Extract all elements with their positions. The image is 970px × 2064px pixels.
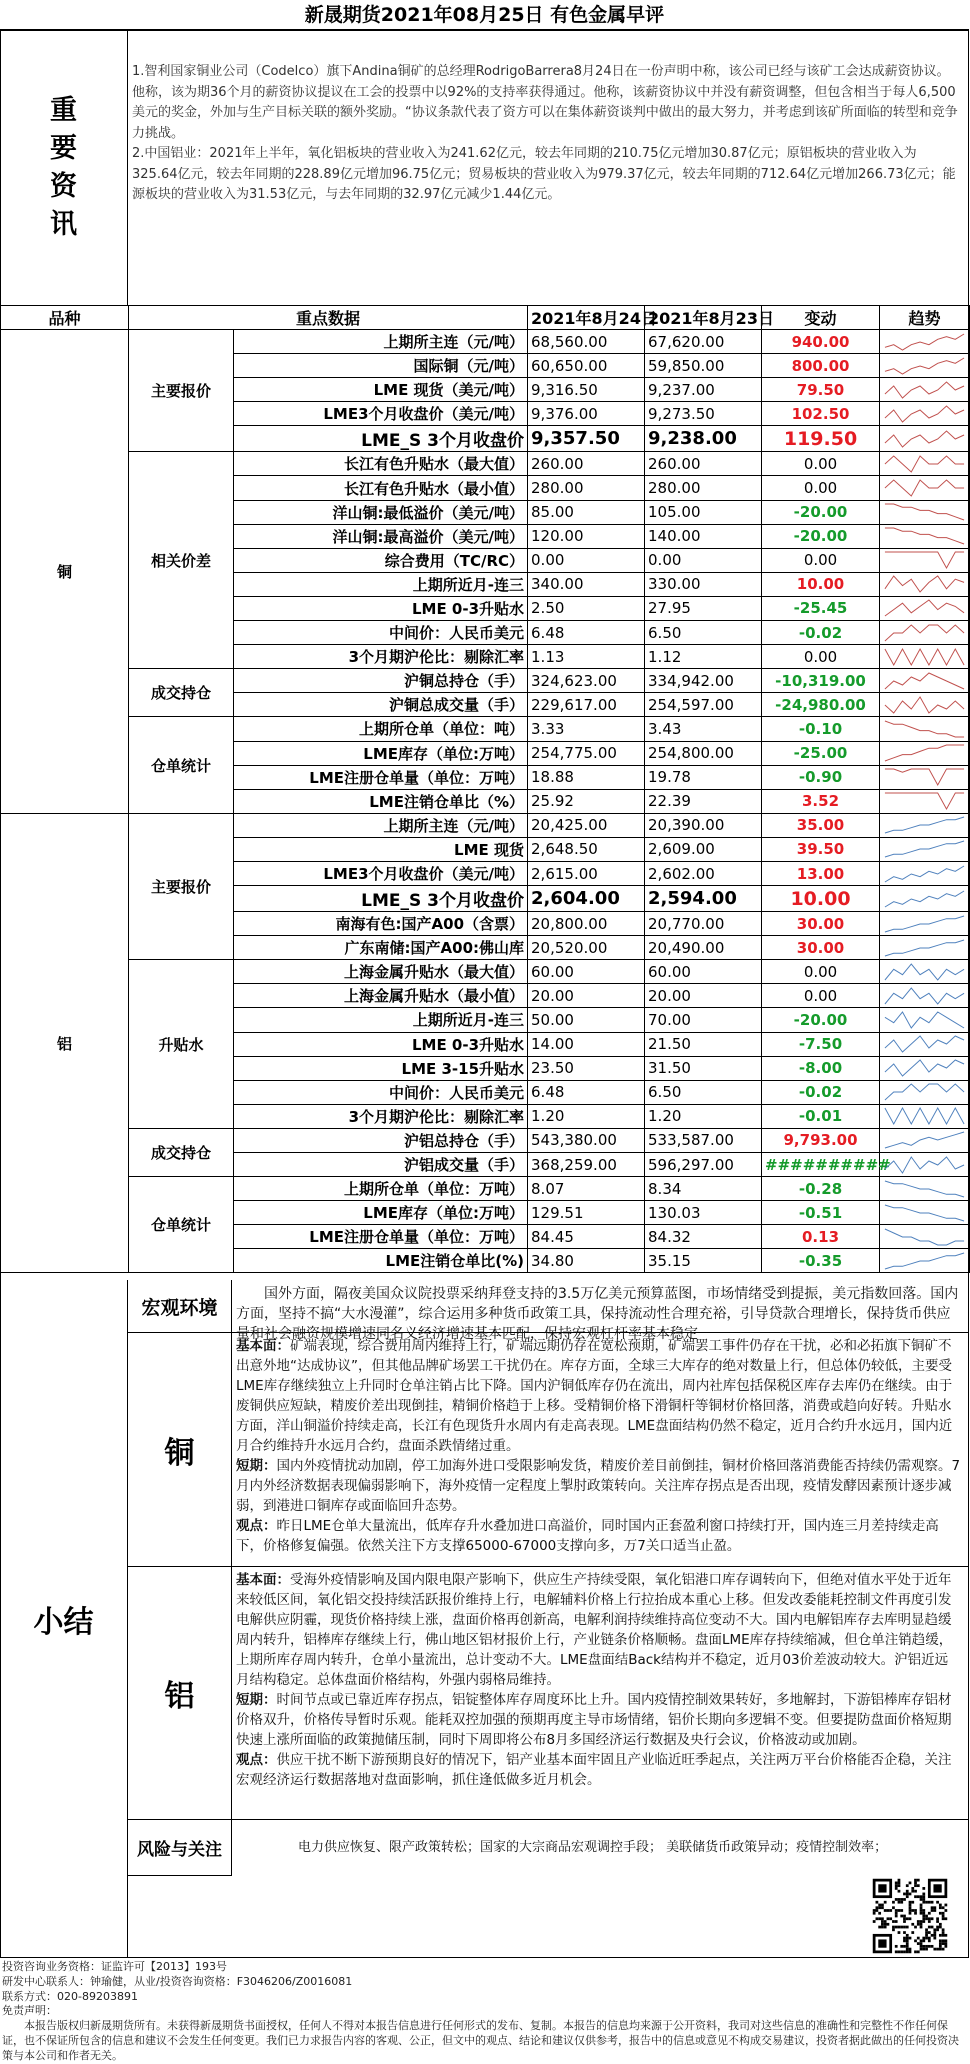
trend-cell xyxy=(880,402,970,426)
trend-cell xyxy=(880,548,970,572)
item-label: LME 0-3升贴水 xyxy=(234,596,528,620)
item-label: LME库存（单位:万吨） xyxy=(234,1201,528,1225)
value-current: 25.92 xyxy=(528,789,645,813)
trend-cell xyxy=(880,1008,970,1032)
value-previous: 19.78 xyxy=(645,765,762,789)
value-current: 60,650.00 xyxy=(528,354,645,378)
trend-cell xyxy=(880,426,970,452)
value-change: 10.00 xyxy=(762,572,880,596)
macro-section xyxy=(128,1280,969,1342)
value-change: -20.00 xyxy=(762,500,880,524)
value-change: 102.50 xyxy=(762,402,880,426)
item-label: 国际铜（元/吨） xyxy=(234,354,528,378)
value-current: 129.51 xyxy=(528,1201,645,1225)
group-label: 仓单统计 xyxy=(129,717,234,813)
value-previous: 27.95 xyxy=(645,596,762,620)
alu-view-heading: 观点： xyxy=(236,1752,277,1768)
summary-label: 小结 xyxy=(0,1280,128,1958)
aluminum-summary-section xyxy=(128,1567,969,1820)
value-change: 0.00 xyxy=(762,548,880,572)
value-previous: 2,594.00 xyxy=(645,886,762,912)
copper-view-text: 昨日LME仓单大量流出，低库存升水叠加进口高溢价，同时国内正套盈利窗口持续打开，国内连三月差持续走高下，价格修复偏强。依然关注下方支撑65000-67000支撑向多，万7关口适当止盈。 xyxy=(236,1518,939,1554)
value-current: 9,376.00 xyxy=(528,402,645,426)
news-item-2: 2.中国铝业：2021年上半年，氧化铝板块的营业收入为241.62亿元，较去年同期的210.75亿元增加30.87亿元；原铝板块的营业收入为325.64亿元，较去年同期的228.89亿元增加96.75亿元；贸易板块的营业收入为979.37亿元，较去年同期的712.64亿元增加266.73亿元；能源板块的营业收入为31.53亿元，与去年同期的32.97亿元减少1.44亿元。 xyxy=(132,146,956,202)
risk-label: 风险与关注 xyxy=(128,1820,232,1876)
footer-contact-person: 研发中心联系人：钟瑜健，从业/投资咨询资格：F3046206/Z0016081 xyxy=(2,1974,353,1988)
sparkline xyxy=(883,742,966,764)
copper-summary-section xyxy=(128,1333,969,1567)
value-previous: 6.50 xyxy=(645,1080,762,1104)
table-row xyxy=(1,1128,970,1152)
group-label: 成交持仓 xyxy=(129,1128,234,1176)
value-previous: 9,273.50 xyxy=(645,402,762,426)
value-change: -0.28 xyxy=(762,1177,880,1201)
value-previous: 3.43 xyxy=(645,717,762,741)
value-change: 10.00 xyxy=(762,886,880,912)
sparkline xyxy=(883,838,966,860)
value-previous: 130.03 xyxy=(645,1201,762,1225)
sparkline xyxy=(883,1129,966,1151)
value-previous: 596,297.00 xyxy=(645,1153,762,1177)
group-label: 仓单统计 xyxy=(129,1177,234,1273)
trend-cell xyxy=(880,524,970,548)
trend-cell xyxy=(880,572,970,596)
value-change: -25.45 xyxy=(762,596,880,620)
copper-basic-text: 矿端表现，综合费用周内维持上行，矿端远期仍存在宽松预期，矿端罢工事件仍存在干扰，必和必拓旗下铜矿不出意外地“达成协议”，但其他品牌矿场罢工干扰仍在。库存方面，全球三大库存的绝对数量上行，但总体仍较低，主要受LME库存继续独立上升同时仓单注销占比下降。国内沪铜低库存仍在流出，周内社库包括保税区库存去库仍在继续。由于废铜供应短缺，精废价差出现倒挂，精铜价格趋于上移。受精铜价格下滑铜杆等铜材价格回落，消费或趋向好转。升贴水方面，洋山铜溢价持续走高，长江有色现货升水周内有走高表现。LME盘面结构仍然不稳定，近月合约升水远月，国内近月合约维持升水远月合约，盘面杀跌情绪过重。 xyxy=(236,1338,953,1454)
sparkline xyxy=(883,331,966,353)
alu-basic-heading: 基本面： xyxy=(236,1572,290,1588)
sparkline xyxy=(883,573,966,595)
footer-phone: 联系方式：020-89203891 xyxy=(2,1989,138,2003)
value-current: 9,316.50 xyxy=(528,378,645,402)
value-current: 23.50 xyxy=(528,1056,645,1080)
trend-cell xyxy=(880,1128,970,1152)
trend-cell xyxy=(880,984,970,1008)
value-change: 9,793.00 xyxy=(762,1128,880,1152)
copper-short-heading: 短期： xyxy=(236,1458,277,1474)
value-current: 120.00 xyxy=(528,524,645,548)
alu-view-text: 供应干扰不断下游预期良好的情况下，铝产业基本面牢固且产业临近旺季起点，关注两万平台价格能否企稳，关注宏观经济运行数据落地对盘面影响，抓住逢低做多近月机会。 xyxy=(236,1752,952,1788)
value-previous: 0.00 xyxy=(645,548,762,572)
sparkline xyxy=(883,1033,966,1055)
aluminum-summary-text xyxy=(236,1570,961,1790)
sparkline xyxy=(883,355,966,377)
value-previous: 67,620.00 xyxy=(645,330,762,354)
value-previous: 105.00 xyxy=(645,500,762,524)
news-content xyxy=(132,62,962,206)
alu-short-text: 时间节点或已靠近库存拐点，铝锭整体库存周度环比上升。国内疫情控制效果转好，多地解封，下游铝棒库存铝材价格双升，价格传导暂时乐观。能耗双控加强的预期再度主导市场情绪，铝价长期向多逻辑不变。但要提防盘面价格短期快速上涨所面临的政策抛储压制，同时下周即将公布8月多国经济运行数据及央行会议，价格波动或加剧。 xyxy=(236,1692,952,1748)
item-label: LME 现货（美元/吨） xyxy=(234,378,528,402)
table-row xyxy=(1,1177,970,1201)
value-current: 260.00 xyxy=(528,452,645,476)
header-date2: 2021年8月23日 xyxy=(645,306,762,330)
sparkline xyxy=(883,1250,966,1272)
footer-disclaimer-title: 免责声明： xyxy=(2,2004,57,2018)
item-label: 上期所仓单（单位：吨） xyxy=(234,717,528,741)
sparkline xyxy=(883,453,966,475)
value-previous: 70.00 xyxy=(645,1008,762,1032)
value-change: -7.50 xyxy=(762,1032,880,1056)
value-previous: 20,490.00 xyxy=(645,936,762,960)
trend-cell xyxy=(880,765,970,789)
value-previous: 20,390.00 xyxy=(645,813,762,837)
item-label: 广东南储:国产A00:佛山库 xyxy=(234,936,528,960)
item-label: 沪铝总持仓（手） xyxy=(234,1128,528,1152)
sparkline xyxy=(883,1057,966,1079)
value-change: -0.02 xyxy=(762,1080,880,1104)
aluminum-summary-label: 铝 xyxy=(128,1567,232,1819)
value-previous: 254,800.00 xyxy=(645,741,762,765)
risk-text: 电力供应恢复、限产政策转松；国家的大宗商品宏观调控手段； 美联储货币政策异动；疫情控制效率； xyxy=(298,1840,888,1855)
item-label: LME注册仓单量（单位：万吨） xyxy=(234,1225,528,1249)
value-current: 2,604.00 xyxy=(528,886,645,912)
risk-section xyxy=(128,1820,969,1958)
trend-cell xyxy=(880,717,970,741)
alu-short-heading: 短期： xyxy=(236,1692,277,1708)
item-label: 洋山铜:最高溢价（美元/吨） xyxy=(234,524,528,548)
item-label: 沪铜总持仓（手） xyxy=(234,669,528,693)
header-change: 变动 xyxy=(762,306,880,330)
sparkline xyxy=(883,670,966,692)
value-change: -0.02 xyxy=(762,621,880,645)
value-current: 84.45 xyxy=(528,1225,645,1249)
sparkline xyxy=(883,1178,966,1200)
item-label: 上期所主连（元/吨） xyxy=(234,330,528,354)
value-change: 35.00 xyxy=(762,813,880,837)
trend-cell xyxy=(880,1201,970,1225)
table-row xyxy=(1,813,970,837)
macro-label: 宏观环境 xyxy=(128,1280,232,1332)
trend-cell xyxy=(880,378,970,402)
trend-cell xyxy=(880,1104,970,1128)
trend-cell xyxy=(880,476,970,500)
value-current: 20.00 xyxy=(528,984,645,1008)
copper-summary-text xyxy=(236,1336,961,1556)
value-change: 0.00 xyxy=(762,960,880,984)
value-previous: 20,770.00 xyxy=(645,912,762,936)
value-change: -0.51 xyxy=(762,1201,880,1225)
value-current: 20,425.00 xyxy=(528,813,645,837)
value-current: 3.33 xyxy=(528,717,645,741)
trend-cell xyxy=(880,621,970,645)
table-header-row xyxy=(1,306,970,330)
sparkline xyxy=(883,1202,966,1224)
value-change: -25.00 xyxy=(762,741,880,765)
value-change: 13.00 xyxy=(762,861,880,885)
value-previous: 20.00 xyxy=(645,984,762,1008)
value-change: -8.00 xyxy=(762,1056,880,1080)
value-previous: 21.50 xyxy=(645,1032,762,1056)
value-current: 2.50 xyxy=(528,596,645,620)
header-variety: 品种 xyxy=(1,306,129,330)
value-change: 79.50 xyxy=(762,378,880,402)
value-previous: 1.12 xyxy=(645,645,762,669)
group-label: 成交持仓 xyxy=(129,669,234,717)
sparkline xyxy=(883,888,966,910)
trend-cell xyxy=(880,1153,970,1177)
value-current: 18.88 xyxy=(528,765,645,789)
item-label: LME3个月收盘价（美元/吨） xyxy=(234,402,528,426)
header-key-data: 重点数据 xyxy=(129,306,528,330)
value-current: 368,259.00 xyxy=(528,1153,645,1177)
value-current: 20,800.00 xyxy=(528,912,645,936)
metal-name-copper: 铜 xyxy=(1,330,129,814)
metal-name-aluminum: 铝 xyxy=(1,813,129,1273)
sparkline xyxy=(883,718,966,740)
value-change: 119.50 xyxy=(762,426,880,452)
trend-cell xyxy=(880,861,970,885)
report-title: 新晟期货2021年08月25日 有色金属早评 xyxy=(0,0,969,30)
value-previous: 1.20 xyxy=(645,1104,762,1128)
trend-cell xyxy=(880,669,970,693)
value-current: 1.13 xyxy=(528,645,645,669)
value-current: 68,560.00 xyxy=(528,330,645,354)
item-label: 上期所近月-连三 xyxy=(234,1008,528,1032)
value-current: 50.00 xyxy=(528,1008,645,1032)
copper-basic-heading: 基本面： xyxy=(236,1338,290,1354)
value-change: 800.00 xyxy=(762,354,880,378)
value-previous: 6.50 xyxy=(645,621,762,645)
trend-cell xyxy=(880,330,970,354)
trend-cell xyxy=(880,1177,970,1201)
trend-cell xyxy=(880,936,970,960)
item-label: 中间价：人民币美元 xyxy=(234,621,528,645)
value-current: 229,617.00 xyxy=(528,693,645,717)
item-label: LME库存（单位:万吨） xyxy=(234,741,528,765)
value-current: 9,357.50 xyxy=(528,426,645,452)
sparkline xyxy=(883,863,966,885)
trend-cell xyxy=(880,1032,970,1056)
value-change: 30.00 xyxy=(762,912,880,936)
item-label: 沪铝成交量（手） xyxy=(234,1153,528,1177)
value-change: 0.00 xyxy=(762,452,880,476)
value-change: -0.35 xyxy=(762,1249,880,1273)
trend-cell xyxy=(880,645,970,669)
table-row xyxy=(1,669,970,693)
sparkline xyxy=(883,597,966,619)
copper-summary-label: 铜 xyxy=(128,1333,232,1566)
trend-cell xyxy=(880,693,970,717)
item-label: 上海金属升贴水（最大值） xyxy=(234,960,528,984)
value-previous: 59,850.00 xyxy=(645,354,762,378)
item-label: LME 0-3升贴水 xyxy=(234,1032,528,1056)
item-label: 沪铜总成交量（手） xyxy=(234,693,528,717)
value-current: 8.07 xyxy=(528,1177,645,1201)
table-row xyxy=(1,330,970,354)
news-label-text: 重要资讯 xyxy=(50,94,77,240)
trend-cell xyxy=(880,596,970,620)
group-label: 升贴水 xyxy=(129,960,234,1129)
trend-cell xyxy=(880,500,970,524)
item-label: 长江有色升贴水（最小值） xyxy=(234,476,528,500)
price-table xyxy=(0,305,970,1273)
news-section-label xyxy=(0,30,128,305)
footer-disclaimer: 本报告版权归新晟期货所有。未获得新晟期货书面授权，任何人不得对本报告信息进行任何形式的发布、复制。本报告的信息均来源于公开资料，我司对这些信息的准确性和完整性不作任何保证，也不保证所包含的信息和建议不会发生任何变更。我们已力求报告内容的客观、公正，但文中的观点、结论和建议仅供参考，报告中的信息或意见不构成交易建议，投资者据此做出的任何投资决策与本公司和作者无关。 xyxy=(2,2019,959,2062)
value-current: 6.48 xyxy=(528,621,645,645)
value-change: 0.13 xyxy=(762,1225,880,1249)
qr-code-icon xyxy=(870,1876,950,1956)
trend-cell xyxy=(880,789,970,813)
value-change: 940.00 xyxy=(762,330,880,354)
value-current: 60.00 xyxy=(528,960,645,984)
value-current: 280.00 xyxy=(528,476,645,500)
value-current: 14.00 xyxy=(528,1032,645,1056)
value-previous: 35.15 xyxy=(645,1249,762,1273)
item-label: 中间价：人民币美元 xyxy=(234,1080,528,1104)
value-previous: 140.00 xyxy=(645,524,762,548)
table-row xyxy=(1,452,970,476)
value-current: 0.00 xyxy=(528,548,645,572)
sparkline xyxy=(883,622,966,644)
group-label: 主要报价 xyxy=(129,813,234,959)
value-current: 20,520.00 xyxy=(528,936,645,960)
sparkline xyxy=(883,1154,966,1176)
value-change: 30.00 xyxy=(762,936,880,960)
group-label: 主要报价 xyxy=(129,330,234,452)
sparkline xyxy=(883,1009,966,1031)
sparkline xyxy=(883,1226,966,1248)
alu-basic-text: 受海外疫情影响及国内限电限产影响下，供应生产持续受限，氧化铝港口库存调转向下，但绝对值水平处于近年来较低区间，氧化铝交投持续活跃报价维持上行，电解辅料价格上行拉抬成本重心上移。但发改委能耗控制文件再度引发电解供应阴霾，现货价格持续上涨，盘面价格再创新高，电解利润持续维持高位变动不大。国内电解铝库存去库明显趋缓周内转升，铝棒库存继续上行，佛山地区铝材报价上行，产业链条价格顺畅。盘面LME库存持续缩减，但仓单注销趋缓，上期所库存周内转升，仓单小量流出，总计变动不大。LME盘面结Back结构并不稳定，近月03价差波动较大。沪铝近远月结构稳定。总体盘面价格结构，外强内弱格局维持。 xyxy=(236,1572,953,1688)
value-current: 2,648.50 xyxy=(528,837,645,861)
trend-cell xyxy=(880,960,970,984)
sparkline xyxy=(883,477,966,499)
value-current: 6.48 xyxy=(528,1080,645,1104)
item-label: LME注册仓单量（单位：万吨） xyxy=(234,765,528,789)
trend-cell xyxy=(880,1225,970,1249)
value-previous: 280.00 xyxy=(645,476,762,500)
sparkline xyxy=(883,1105,966,1127)
value-change: -0.01 xyxy=(762,1104,880,1128)
item-label: 3个月期沪伦比：剔除汇率 xyxy=(234,645,528,669)
trend-cell xyxy=(880,1080,970,1104)
value-previous: 533,587.00 xyxy=(645,1128,762,1152)
value-current: 324,623.00 xyxy=(528,669,645,693)
value-current: 34.80 xyxy=(528,1249,645,1273)
footer-license: 投资咨询业务资格：证监许可【2013】193号 xyxy=(2,1960,227,1973)
item-label: 南海有色:国产A00（含票） xyxy=(234,912,528,936)
value-current: 340.00 xyxy=(528,572,645,596)
sparkline xyxy=(883,913,966,935)
value-current: 85.00 xyxy=(528,500,645,524)
item-label: 洋山铜:最低溢价（美元/吨） xyxy=(234,500,528,524)
value-previous: 84.32 xyxy=(645,1225,762,1249)
item-label: 长江有色升贴水（最大值） xyxy=(234,452,528,476)
trend-cell xyxy=(880,741,970,765)
trend-cell xyxy=(880,886,970,912)
sparkline xyxy=(883,379,966,401)
value-change: 3.52 xyxy=(762,789,880,813)
value-change: 39.50 xyxy=(762,837,880,861)
copper-short-text: 国内外疫情扰动加剧，停工加海外进口受限影响发货，精废价差目前倒挂，铜材价格回落消费能否持续仍需观察。7月内外经济数据表现偏弱影响下，海外疫情一定程度上掣肘政策转向。关注库存拐点是否出现，疫情发酵因素预计逐步减弱，到港进口铜库存或面临回升态势。 xyxy=(236,1458,961,1514)
value-previous: 260.00 xyxy=(645,452,762,476)
header-trend: 趋势 xyxy=(880,306,970,330)
value-previous: 334,942.00 xyxy=(645,669,762,693)
trend-cell xyxy=(880,912,970,936)
value-current: 1.20 xyxy=(528,1104,645,1128)
sparkline xyxy=(883,1081,966,1103)
item-label: 上期所仓单（单位：万吨） xyxy=(234,1177,528,1201)
sparkline xyxy=(883,961,966,983)
value-change: -0.10 xyxy=(762,717,880,741)
trend-cell xyxy=(880,1056,970,1080)
value-change: ########## xyxy=(762,1153,880,1177)
value-current: 543,380.00 xyxy=(528,1128,645,1152)
item-label: LME_S 3个月收盘价 xyxy=(234,426,528,452)
value-previous: 60.00 xyxy=(645,960,762,984)
sparkline xyxy=(883,646,966,668)
value-previous: 31.50 xyxy=(645,1056,762,1080)
trend-cell xyxy=(880,452,970,476)
value-current: 254,775.00 xyxy=(528,741,645,765)
item-label: 上期所近月-连三 xyxy=(234,572,528,596)
value-change: -20.00 xyxy=(762,1008,880,1032)
value-change: 0.00 xyxy=(762,645,880,669)
value-previous: 8.34 xyxy=(645,1177,762,1201)
table-row xyxy=(1,717,970,741)
macro-text: 国外方面，隔夜美国众议院投票采纳拜登支持的3.5万亿美元预算蓝图，市场情绪受到提振，美元指数回落。国内方面，坚持不搞“大水漫灌”，综合运用多种货币政策工具，保持流动性合理充裕，引导贷款合理增长，保持货币供应量和社会融资规模增速同名义经济增速基本匹配，保持宏观杠杆率基本稳定 xyxy=(236,1286,959,1342)
group-label: 相关价差 xyxy=(129,452,234,669)
sparkline xyxy=(883,814,966,836)
header-date1: 2021年8月24日 xyxy=(528,306,645,330)
item-label: 上期所主连（元/吨） xyxy=(234,813,528,837)
sparkline xyxy=(883,403,966,425)
value-previous: 2,609.00 xyxy=(645,837,762,861)
value-previous: 254,597.00 xyxy=(645,693,762,717)
sparkline xyxy=(883,525,966,547)
item-label: LME 3-15升贴水 xyxy=(234,1056,528,1080)
value-change: -10,319.00 xyxy=(762,669,880,693)
sparkline xyxy=(883,501,966,523)
trend-cell xyxy=(880,813,970,837)
item-label: 综合费用（TC/RC） xyxy=(234,548,528,572)
value-previous: 330.00 xyxy=(645,572,762,596)
copper-view-heading: 观点： xyxy=(236,1518,277,1534)
footer xyxy=(2,1960,967,2064)
value-change: -20.00 xyxy=(762,524,880,548)
sparkline xyxy=(883,937,966,959)
item-label: LME_S 3个月收盘价 xyxy=(234,886,528,912)
item-label: LME注销仓单比（%） xyxy=(234,789,528,813)
table-row xyxy=(1,960,970,984)
value-previous: 9,237.00 xyxy=(645,378,762,402)
item-label: 上海金属升贴水（最小值） xyxy=(234,984,528,1008)
item-label: LME 现货 xyxy=(234,837,528,861)
sparkline xyxy=(883,694,966,716)
trend-cell xyxy=(880,837,970,861)
value-previous: 2,602.00 xyxy=(645,861,762,885)
item-label: LME3个月收盘价（美元/吨） xyxy=(234,861,528,885)
value-current: 2,615.00 xyxy=(528,861,645,885)
value-change: 0.00 xyxy=(762,984,880,1008)
value-change: 0.00 xyxy=(762,476,880,500)
news-item-1: 1.智利国家铜业公司（Codelco）旗下Andina铜矿的总经理RodrigoBarrera8月24日在一份声明中称，该公司已经与该矿工会达成薪资协议。他称，该为期36个月的薪资协议提议在工会的投票中以92%的支持率获得通过。他称，该薪资协议中并没有薪资调整，但包含相当于每人6,500美元的奖金，外加与生产目标关联的额外奖励。“协议条款代表了资方可以在集体薪资谈判中做出的最大努力，并考虑到该矿所面临的转型和竞争力挑战。 xyxy=(132,64,958,141)
value-change: -0.90 xyxy=(762,765,880,789)
item-label: LME注销仓单比(%) xyxy=(234,1249,528,1273)
trend-cell xyxy=(880,1249,970,1273)
sparkline xyxy=(883,549,966,571)
value-previous: 9,238.00 xyxy=(645,426,762,452)
trend-cell xyxy=(880,354,970,378)
sparkline xyxy=(883,428,966,450)
sparkline xyxy=(883,985,966,1007)
item-label: 3个月期沪伦比：剔除汇率 xyxy=(234,1104,528,1128)
value-change: -24,980.00 xyxy=(762,693,880,717)
sparkline xyxy=(883,790,966,812)
sparkline xyxy=(883,766,966,788)
value-previous: 22.39 xyxy=(645,789,762,813)
